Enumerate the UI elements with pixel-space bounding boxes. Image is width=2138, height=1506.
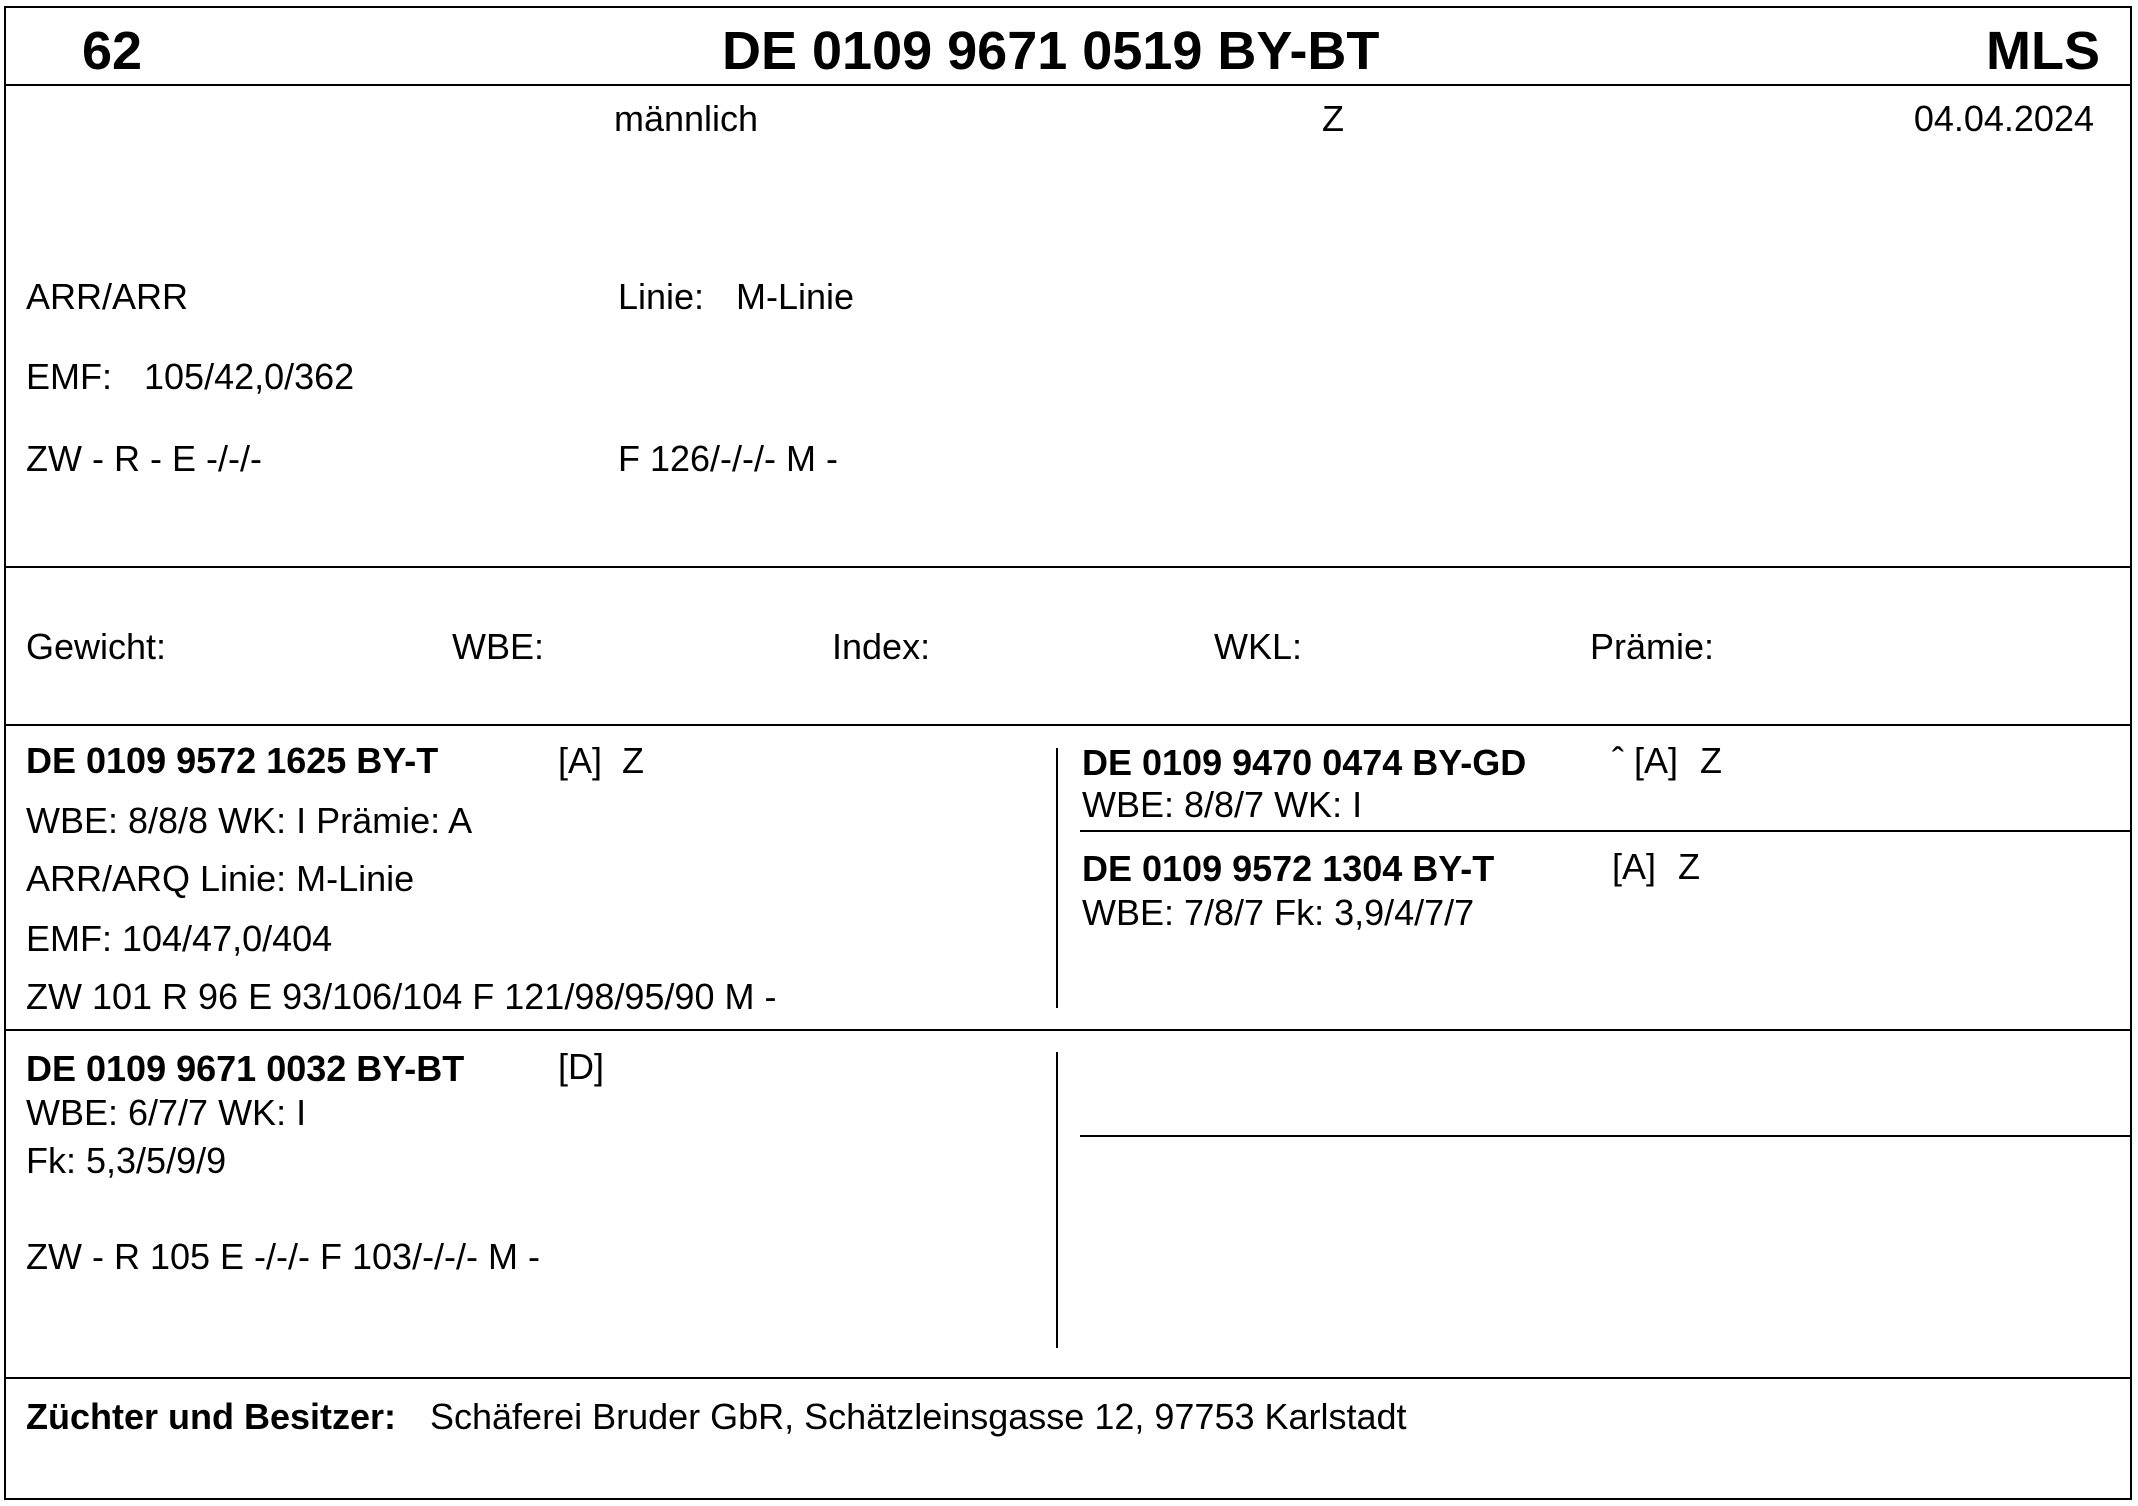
dam-column-divider [1056, 1052, 1058, 1348]
header-divider [4, 84, 2132, 86]
sire-id: DE 0109 9572 1625 BY-T [26, 740, 439, 781]
sire-performance: WBE: 8/8/8 WK: I Prämie: A [26, 800, 473, 841]
sire-flags: [A] [558, 740, 603, 781]
sire-sire-flags: ˆ [A] [1612, 740, 1679, 781]
evaluation-bottom-divider [4, 724, 2132, 726]
catalog-number: 62 [82, 21, 143, 81]
wbe-label: WBE: [452, 626, 545, 667]
index-label: Index: [832, 626, 931, 667]
line-label: Linie: [618, 276, 705, 317]
premium-label: Prämie: [1590, 626, 1715, 667]
genotype: ARR/ARR [26, 276, 189, 317]
footer-divider [4, 1377, 2132, 1379]
grandparents-divider [1080, 830, 2132, 832]
breeder-owner-value: Schäferei Bruder GbR, Schätzleinsgasse 12, 97753 Karlstadt [430, 1396, 1407, 1437]
sire-emf: EMF: 104/47,0/404 [26, 918, 333, 959]
evaluation-top-divider [4, 566, 2132, 568]
breed-code: MLS [1986, 21, 2100, 81]
sire-mark: Z [622, 740, 644, 781]
ear-tag-title: DE 0109 9671 0519 BY-BT [722, 21, 1380, 81]
sire-dam-id: DE 0109 9572 1304 BY-T [1082, 848, 1495, 889]
birth-date: 04.04.2024 [1913, 98, 2094, 139]
sire-sire-id: DE 0109 9470 0474 BY-GD [1082, 742, 1527, 783]
sire-dam-divider [4, 1029, 2132, 1031]
sire-dam-performance: WBE: 7/8/7 Fk: 3,9/4/7/7 [1082, 892, 1475, 933]
dam-breeding-values: ZW - R 105 E -/-/- F 103/-/-/- M - [26, 1236, 541, 1277]
breeder-owner-label: Züchter und Besitzer: [26, 1396, 397, 1437]
dam-grandparents-divider [1080, 1135, 2132, 1137]
breeding-values-left: ZW - R - E -/-/- [26, 438, 262, 479]
emf-label: EMF: [26, 356, 112, 397]
sire-breeding-values: ZW 101 R 96 E 93/106/104 F 121/98/95/90 M - [26, 976, 777, 1017]
dam-id: DE 0109 9671 0032 BY-BT [26, 1048, 465, 1089]
sire-sire-mark: Z [1700, 740, 1722, 781]
dam-flags: [D] [558, 1046, 605, 1087]
breeding-values-right: F 126/-/-/- M - [618, 438, 839, 479]
emf-value: 105/42,0/362 [144, 356, 355, 397]
sire-dam-mark: Z [1678, 846, 1700, 887]
mark: Z [1322, 98, 1344, 139]
line-value: M-Linie [736, 276, 855, 317]
wkl-label: WKL: [1214, 626, 1303, 667]
dam-performance: WBE: 6/7/7 WK: I [26, 1092, 307, 1133]
dam-fk: Fk: 5,3/5/9/9 [26, 1140, 227, 1181]
sire-dam-flags: [A] [1612, 846, 1657, 887]
sire-genotype-line: ARR/ARQ Linie: M-Linie [26, 858, 415, 899]
weight-label: Gewicht: [26, 626, 167, 667]
sex: männlich [614, 98, 759, 139]
sire-sire-performance: WBE: 8/8/7 WK: I [1082, 784, 1363, 825]
sire-column-divider [1056, 748, 1058, 1008]
